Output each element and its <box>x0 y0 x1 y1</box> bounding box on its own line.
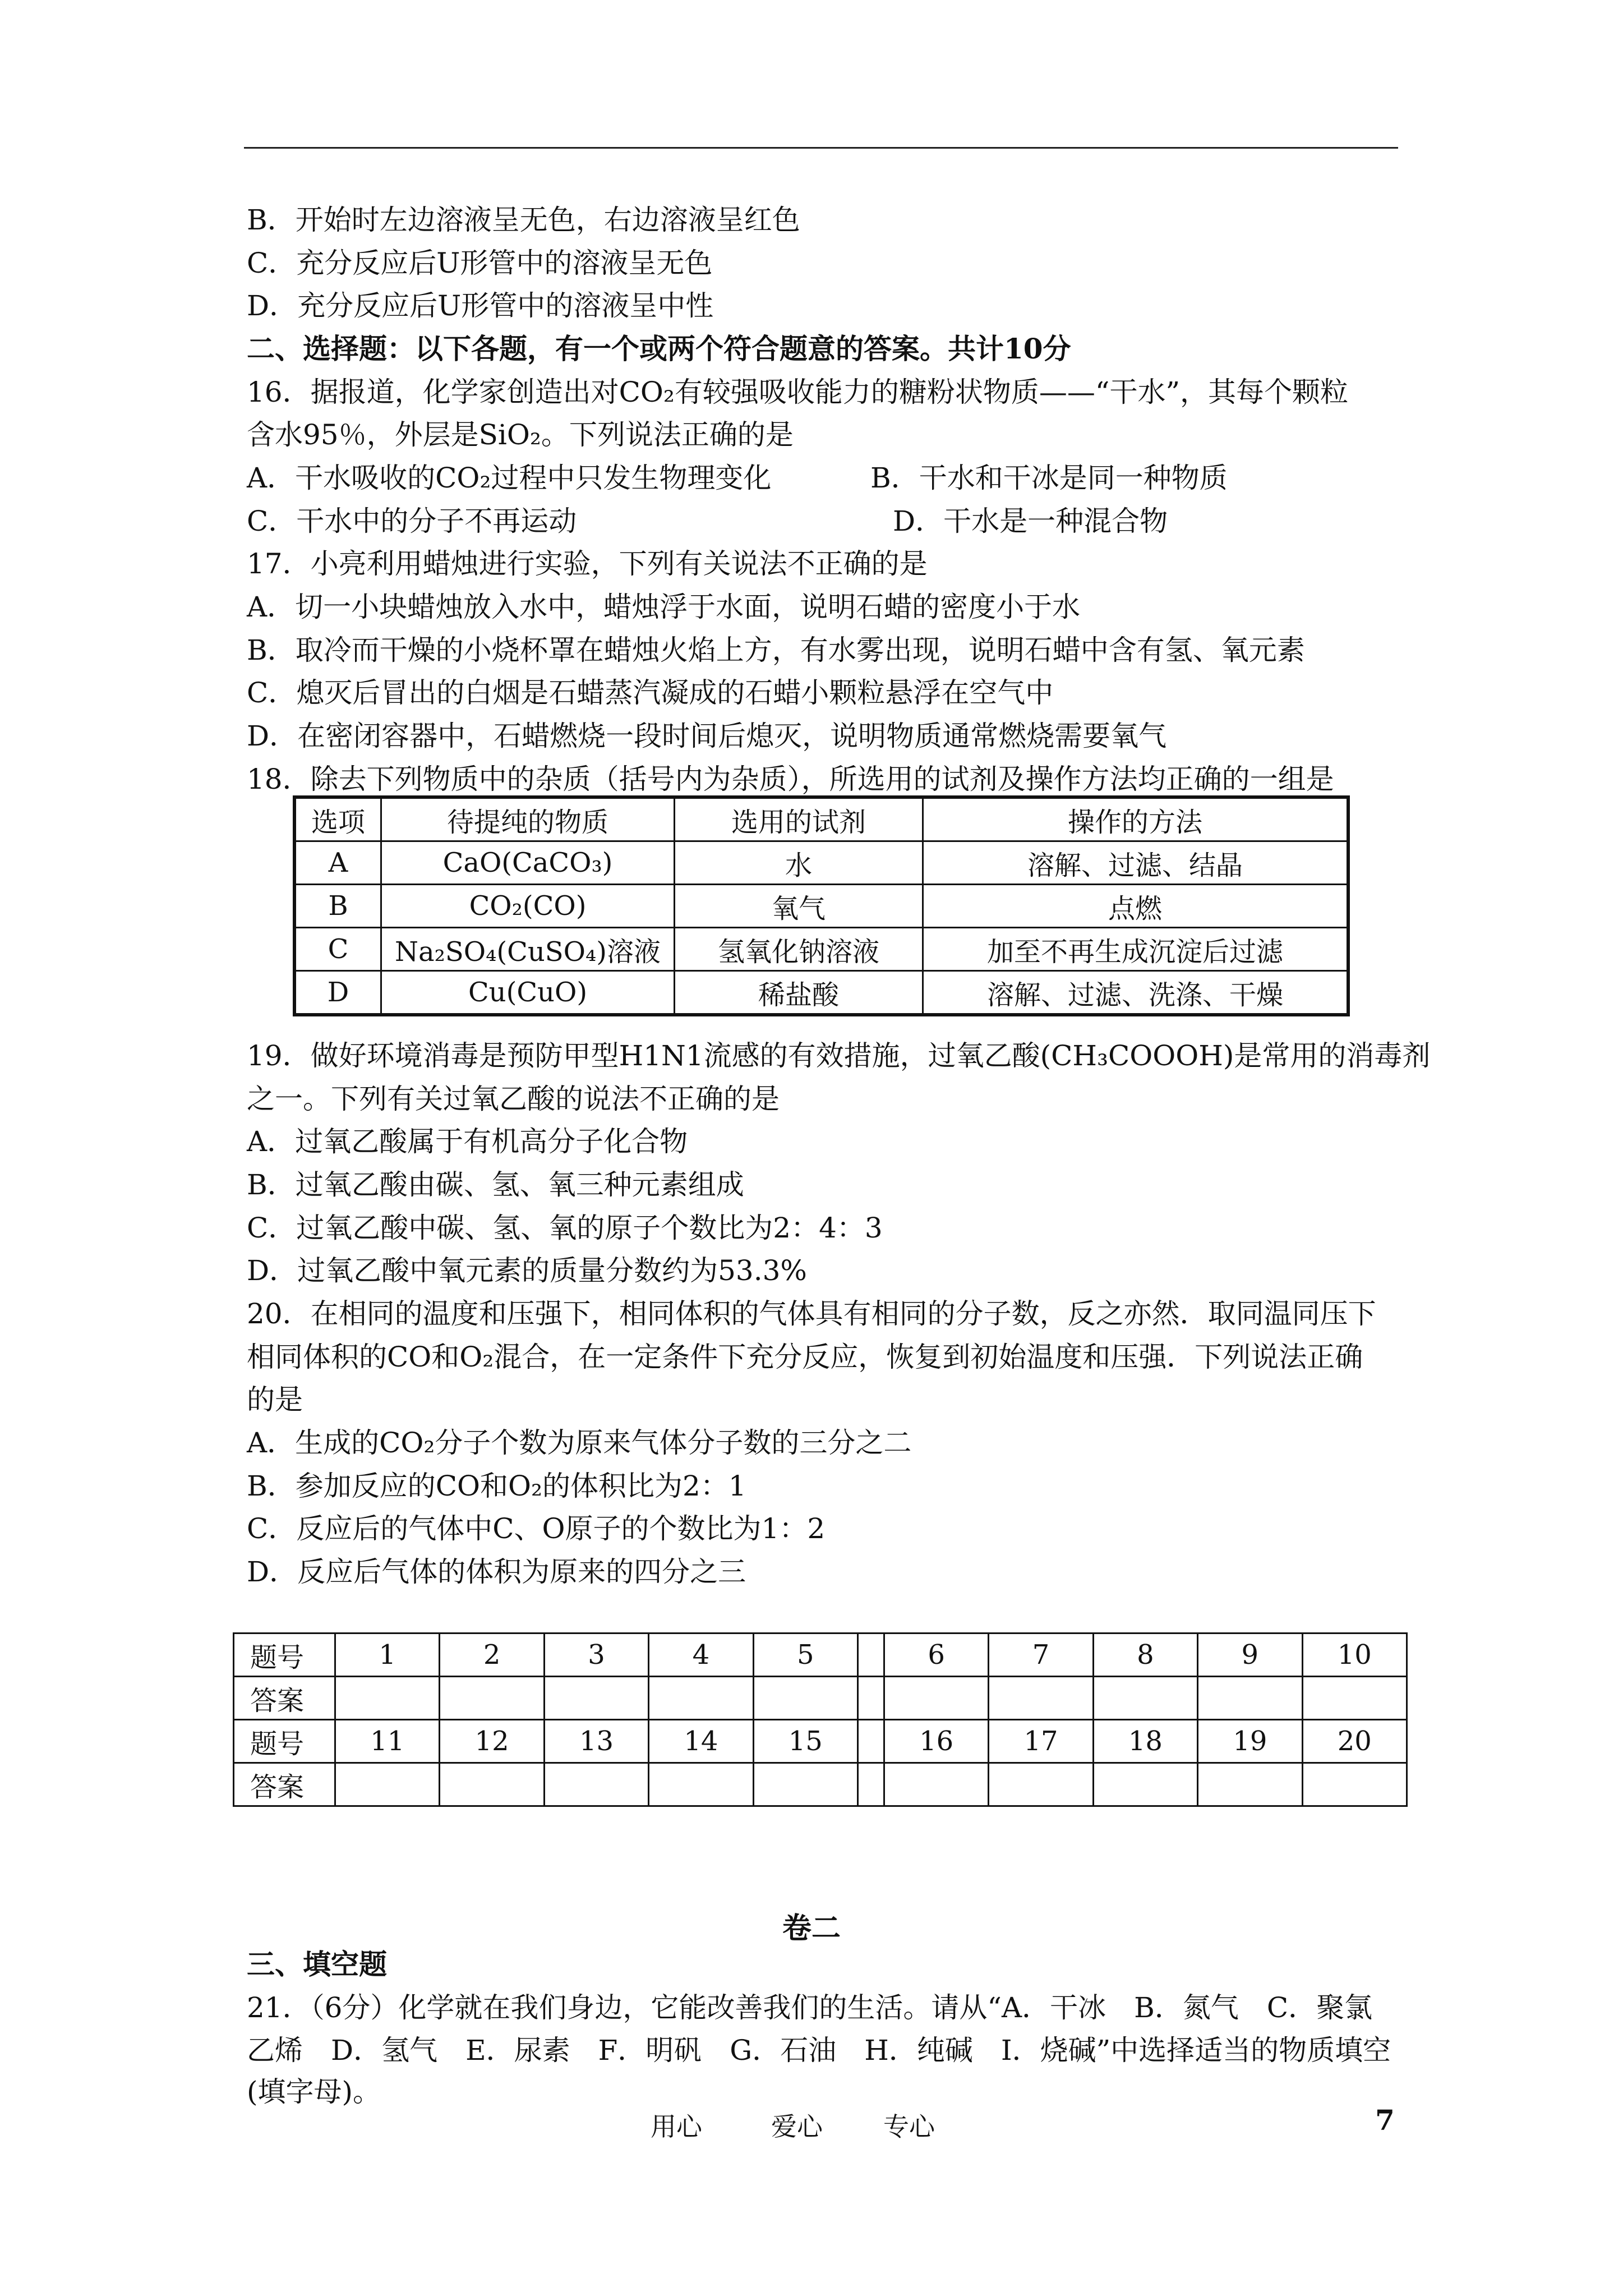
q20-stem-line2: 相同体积的CO和O₂混合，在一定条件下充分反应，恢复到初始温度和压强．下列说法正确 <box>247 1341 1363 1373</box>
page-number: 7 <box>1375 2104 1395 2137</box>
q20-stem-line3: 的是 <box>247 1383 303 1416</box>
table-cell: C <box>294 928 381 971</box>
q15-option-b: B．开始时左边溶液呈无色，右边溶液呈红色 <box>247 204 800 236</box>
answer-label: 答案 <box>234 1763 335 1806</box>
q16-option-d: D．干水是一种混合物 <box>893 505 1168 537</box>
answer-cell[interactable] <box>1302 1677 1407 1720</box>
question-number-cell: 10 <box>1302 1634 1407 1677</box>
table-cell: 加至不再生成沉淀后过滤 <box>923 928 1349 971</box>
table-cell: 溶解、过滤、结晶 <box>923 841 1349 885</box>
answer-grid-row <box>234 1720 1407 1763</box>
question-number-cell: 17 <box>989 1720 1093 1763</box>
question-number-label: 题号 <box>234 1720 335 1763</box>
grid-gap-cell <box>857 1720 884 1763</box>
table-cell: B <box>294 885 381 928</box>
answer-grid-row <box>234 1763 1407 1806</box>
table-cell: CaO(CaCO₃) <box>381 841 675 885</box>
question-number-cell: 8 <box>1093 1634 1197 1677</box>
answer-cell[interactable] <box>335 1763 440 1806</box>
q20-option-b: B．参加反应的CO和O₂的体积比为2：1 <box>247 1470 746 1502</box>
footer-motto-3: 专心 <box>883 2111 935 2142</box>
table-header-cell: 选用的试剂 <box>675 797 923 841</box>
answer-cell[interactable] <box>649 1677 753 1720</box>
q19-option-a: A．过氧乙酸属于有机高分子化合物 <box>247 1125 688 1158</box>
table-row <box>294 928 1348 971</box>
q16-option-a: A．干水吸收的CO₂过程中只发生物理变化 <box>247 462 772 494</box>
question-number-cell: 16 <box>884 1720 988 1763</box>
q16-option-b: B．干水和干冰是同一种物质 <box>870 462 1228 494</box>
answer-cell[interactable] <box>884 1677 988 1720</box>
answer-cell[interactable] <box>989 1763 1093 1806</box>
section-title: 卷二 <box>782 1911 841 1945</box>
q18-stem: 18．除去下列物质中的杂质（括号内为杂质），所选用的试剂及操作方法均正确的一组是 <box>247 763 1334 795</box>
q16-stem-line1: 16．据报道，化学家创造出对CO₂有较强吸收能力的糖粉状物质——“干水”，其每个颗粒 <box>247 376 1349 408</box>
q16-stem-line2: 含水95％，外层是SiO₂。下列说法正确的是 <box>247 418 794 451</box>
q17-option-a: A．切一小块蜡烛放入水中，蜡烛浮于水面，说明石蜡的密度小于水 <box>247 591 1081 623</box>
q17-stem: 17．小亮利用蜡烛进行实验，下列有关说法不正确的是 <box>247 547 928 580</box>
answer-cell[interactable] <box>1198 1677 1302 1720</box>
q21-stem-line1: 21．（6分）化学就在我们身边，它能改善我们的生活。请从“A．干冰 B．氮气 C．聚氯 <box>247 1991 1373 2024</box>
answer-cell[interactable] <box>1093 1677 1197 1720</box>
q15-option-c: C．充分反应后U形管中的溶液呈无色 <box>247 247 713 279</box>
answer-cell[interactable] <box>440 1677 544 1720</box>
footer-motto-1: 用心 <box>651 2111 702 2142</box>
question-number-cell: 15 <box>753 1720 857 1763</box>
answer-cell[interactable] <box>544 1677 648 1720</box>
q17-option-b: B．取冷而干燥的小烧杯罩在蜡烛火焰上方，有水雾出现，说明石蜡中含有氢、氧元素 <box>247 634 1305 666</box>
question-number-cell: 1 <box>335 1634 440 1677</box>
q20-stem-line1: 20．在相同的温度和压强下，相同体积的气体具有相同的分子数，反之亦然．取同温同压下 <box>247 1297 1376 1330</box>
question-number-cell: 7 <box>989 1634 1093 1677</box>
table-cell: 稀盐酸 <box>675 971 923 1015</box>
question-number-cell: 6 <box>884 1634 988 1677</box>
footer-motto-2: 爱心 <box>771 2111 823 2142</box>
q19-option-c: C．过氧乙酸中碳、氢、氧的原子个数比为2：4：3 <box>247 1212 883 1244</box>
table-cell: CO₂(CO) <box>381 885 675 928</box>
q18-reagent-table <box>293 795 1350 1016</box>
q19-stem-line2: 之一。下列有关过氧乙酸的说法不正确的是 <box>247 1083 780 1115</box>
q21-stem-line2: 乙烯 D．氢气 E．尿素 F．明矾 G．石油 H．纯碱 I．烧碱”中选择适当的物质填空 <box>247 2034 1391 2067</box>
table-cell: 氢氧化钠溶液 <box>675 928 923 971</box>
answer-grid-row <box>234 1677 1407 1720</box>
q19-option-d: D．过氧乙酸中氧元素的质量分数约为53.3% <box>247 1254 807 1287</box>
section-3-heading: 三、填空题 <box>247 1948 387 1981</box>
table-header-row <box>294 797 1348 841</box>
q17-option-c: C．熄灭后冒出的白烟是石蜡蒸汽凝成的石蜡小颗粒悬浮在空气中 <box>247 677 1054 709</box>
answer-label: 答案 <box>234 1677 335 1720</box>
question-number-cell: 5 <box>753 1634 857 1677</box>
question-number-cell: 13 <box>544 1720 648 1763</box>
question-number-cell: 20 <box>1302 1720 1407 1763</box>
q20-option-d: D．反应后气体的体积为原来的四分之三 <box>247 1556 746 1588</box>
q15-option-d: D．充分反应后U形管中的溶液呈中性 <box>247 289 714 322</box>
question-number-label: 题号 <box>234 1634 335 1677</box>
q20-option-c: C．反应后的气体中C、O原子的个数比为1：2 <box>247 1512 826 1545</box>
question-number-cell: 4 <box>649 1634 753 1677</box>
header-rule <box>244 147 1398 149</box>
q20-option-a: A．生成的CO₂分子个数为原来气体分子数的三分之二 <box>247 1427 912 1459</box>
table-cell: D <box>294 971 381 1015</box>
q19-option-b: B．过氧乙酸由碳、氢、氧三种元素组成 <box>247 1168 744 1201</box>
grid-gap-cell <box>857 1634 884 1677</box>
table-cell: A <box>294 841 381 885</box>
table-row <box>294 841 1348 885</box>
table-cell: 水 <box>675 841 923 885</box>
answer-cell[interactable] <box>884 1763 988 1806</box>
answer-cell[interactable] <box>1302 1763 1407 1806</box>
answer-cell[interactable] <box>753 1677 857 1720</box>
answer-grid-row <box>234 1634 1407 1677</box>
question-number-cell: 3 <box>544 1634 648 1677</box>
question-number-cell: 2 <box>440 1634 544 1677</box>
table-row <box>294 971 1348 1015</box>
table-header-cell: 待提纯的物质 <box>381 797 675 841</box>
answer-cell[interactable] <box>1198 1763 1302 1806</box>
answer-cell[interactable] <box>440 1763 544 1806</box>
q21-stem-line3: (填字母)。 <box>247 2076 381 2108</box>
table-cell: Na₂SO₄(CuSO₄)溶液 <box>381 928 675 971</box>
question-number-cell: 14 <box>649 1720 753 1763</box>
table-row <box>294 885 1348 928</box>
answer-cell[interactable] <box>1093 1763 1197 1806</box>
q19-stem-line1: 19．做好环境消毒是预防甲型H1N1流感的有效措施，过氧乙酸(CH₃COOOH)是常用的消毒剂 <box>247 1039 1431 1072</box>
grid-gap-cell <box>857 1677 884 1720</box>
table-cell: 点燃 <box>923 885 1349 928</box>
question-number-cell: 11 <box>335 1720 440 1763</box>
q17-option-d: D．在密闭容器中，石蜡燃烧一段时间后熄灭，说明物质通常燃烧需要氧气 <box>247 720 1167 752</box>
section-2-heading: 二、选择题：以下各题，有一个或两个符合题意的答案。共计10分 <box>247 332 1071 365</box>
table-cell: Cu(CuO) <box>381 971 675 1015</box>
answer-cell[interactable] <box>335 1677 440 1720</box>
table-header-cell: 操作的方法 <box>923 797 1349 841</box>
q16-option-c: C．干水中的分子不再运动 <box>247 505 577 537</box>
question-number-cell: 12 <box>440 1720 544 1763</box>
question-number-cell: 9 <box>1198 1634 1302 1677</box>
table-header-cell: 选项 <box>294 797 381 841</box>
answer-cell[interactable] <box>989 1677 1093 1720</box>
table-cell: 溶解、过滤、洗涤、干燥 <box>923 971 1349 1015</box>
answer-cell[interactable] <box>649 1763 753 1806</box>
grid-gap-cell <box>857 1763 884 1806</box>
answer-cell[interactable] <box>753 1763 857 1806</box>
question-number-cell: 19 <box>1198 1720 1302 1763</box>
table-cell: 氧气 <box>675 885 923 928</box>
answer-grid <box>233 1632 1408 1807</box>
answer-cell[interactable] <box>544 1763 648 1806</box>
question-number-cell: 18 <box>1093 1720 1197 1763</box>
